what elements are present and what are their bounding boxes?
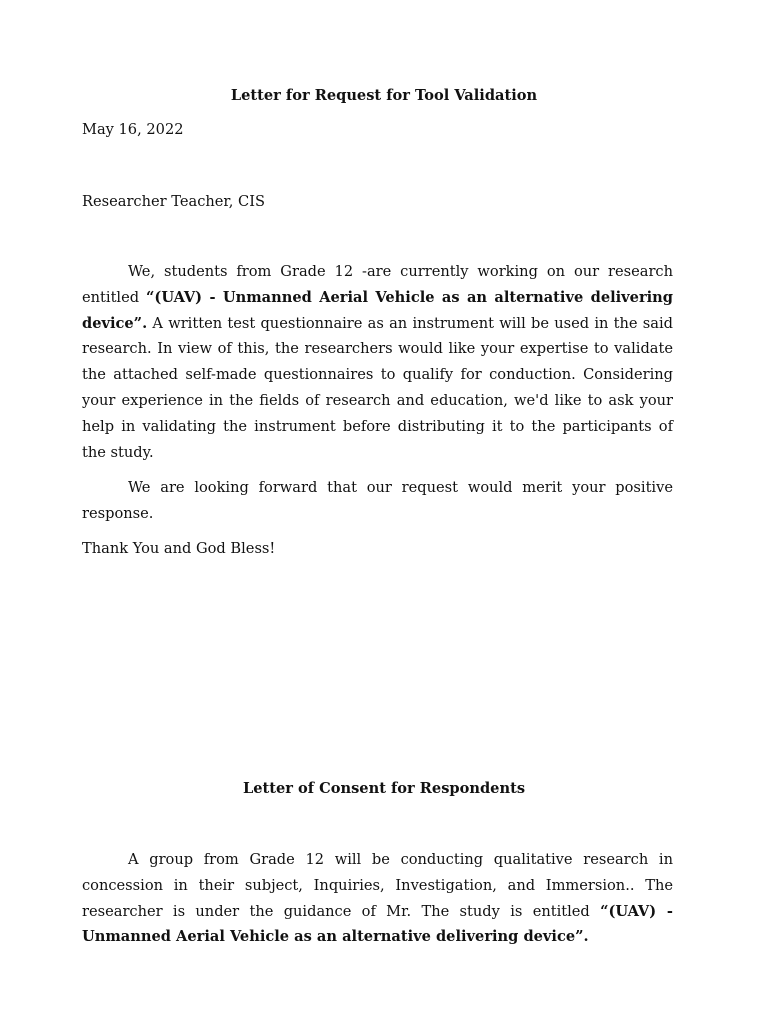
letter-date: May 16, 2022 — [82, 121, 184, 138]
request-paragraph — [82, 259, 673, 465]
letter-recipient: Researcher Teacher, CIS — [82, 193, 265, 210]
tool-validation-title: Letter for Request for Tool Validation — [230, 87, 538, 104]
closing-paragraph: We are looking forward that our request would merit your positive response. — [82, 479, 673, 522]
consent-letter-title: Letter of Consent for Respondents — [242, 780, 526, 797]
consent-paragraph-lead: A group from Grade 12 will be conducting qualitative research in concession in their subject, Inquiries, Investigation, and Immersion.. The researcher is under the guidance of Mr. The study is entitled — [82, 851, 673, 920]
request-paragraph-rest: A written test questionnaire as an instrument will be used in the said research. In view of this, the researchers would like your expertise to validate the attached self-made questionnaires to qualify for conduction. Considering your experience in the fields of research and education, we'd like to ask your help in validating the instrument before distributing it to the participants of the study. — [82, 314, 673, 461]
research-title: “(UAV) - Unmanned Aerial Vehicle as an alternative delivering device”. — [82, 288, 673, 332]
letter-closing: Thank You and God Bless! — [82, 540, 276, 557]
consent-paragraph — [82, 847, 673, 946]
consent-research-title: “(UAV) - Unmanned Aerial Vehicle as an alternative delivering device”. — [82, 902, 673, 946]
request-paragraph-lead: We, students from Grade 12 -are currently working on our research entitled — [82, 263, 673, 306]
